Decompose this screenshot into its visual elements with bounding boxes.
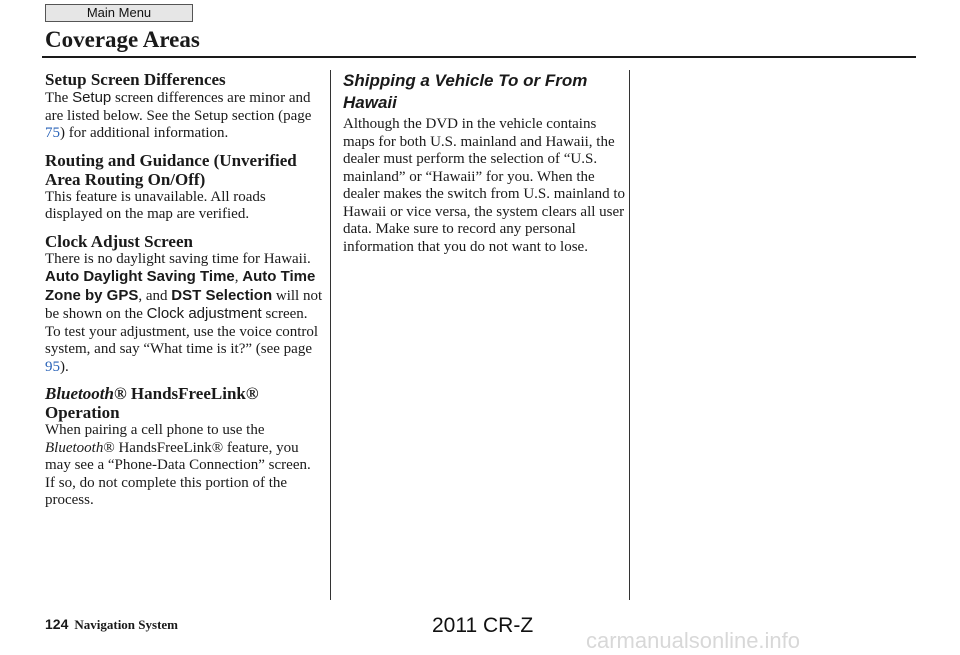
- page-link-95[interactable]: 95: [45, 358, 60, 375]
- section-text-clock: There is no daylight saving time for Hawaii. Auto Daylight Saving Time, Auto Time Zone by GPS, and DST Selection will not be shown on the Clock adjustment screen. To test your adjustment, use the voice control system, and say “What time is it?” (see page 95).: [45, 250, 323, 375]
- footer-label: Navigation System: [74, 617, 178, 632]
- page-number: 124: [45, 616, 69, 632]
- site-watermark: carmanualsonline.info: [586, 628, 801, 653]
- column-divider: [629, 70, 630, 600]
- page-link-75[interactable]: 75: [45, 125, 60, 141]
- left-column: [45, 70, 323, 518]
- section-heading-clock: Clock Adjust Screen: [45, 231, 193, 251]
- right-column: [343, 70, 625, 264]
- setup-ui-label: Setup: [72, 89, 112, 106]
- model-label: 2011 CR-Z: [432, 614, 534, 637]
- section-text-setup: The Setup screen differences are minor and are listed below. See the Setup section (page 75) for additional information.: [45, 89, 312, 141]
- section-heading-hawaii: Shipping a Vehicle To or From Hawaii: [343, 71, 588, 112]
- page-title: Coverage Areas: [45, 27, 200, 52]
- section-text-hawaii: Although the DVD in the vehicle contains maps for both U.S. mainland and Hawaii, the dealer must perform the selection of “U.S. mainland” or “Hawaii” for you. When the dealer makes the switch from U.S. mainland to Hawaii or vice versa, the system clears all user data. Make sure to record any personal information that you do not want to lose.: [343, 116, 626, 255]
- column-divider: [330, 70, 331, 600]
- section-text-routing: This feature is unavailable. All roads displayed on the map are verified.: [45, 188, 266, 222]
- page-footer: [45, 616, 178, 633]
- section-heading-bluetooth: Bluetooth® HandsFreeLink® Operation: [45, 384, 259, 422]
- section-text-bluetooth: When pairing a cell phone to use the Bluetooth® HandsFreeLink® feature, you may see a “Phone-Data Connection” screen. If so, do not complete this portion of the process.: [45, 422, 311, 508]
- section-heading-setup: Setup Screen Differences: [45, 70, 226, 89]
- title-divider: [42, 56, 916, 58]
- main-menu-button[interactable]: Main Menu: [45, 4, 193, 22]
- section-heading-routing: Routing and Guidance (Unverified Area Routing On/Off): [45, 150, 297, 189]
